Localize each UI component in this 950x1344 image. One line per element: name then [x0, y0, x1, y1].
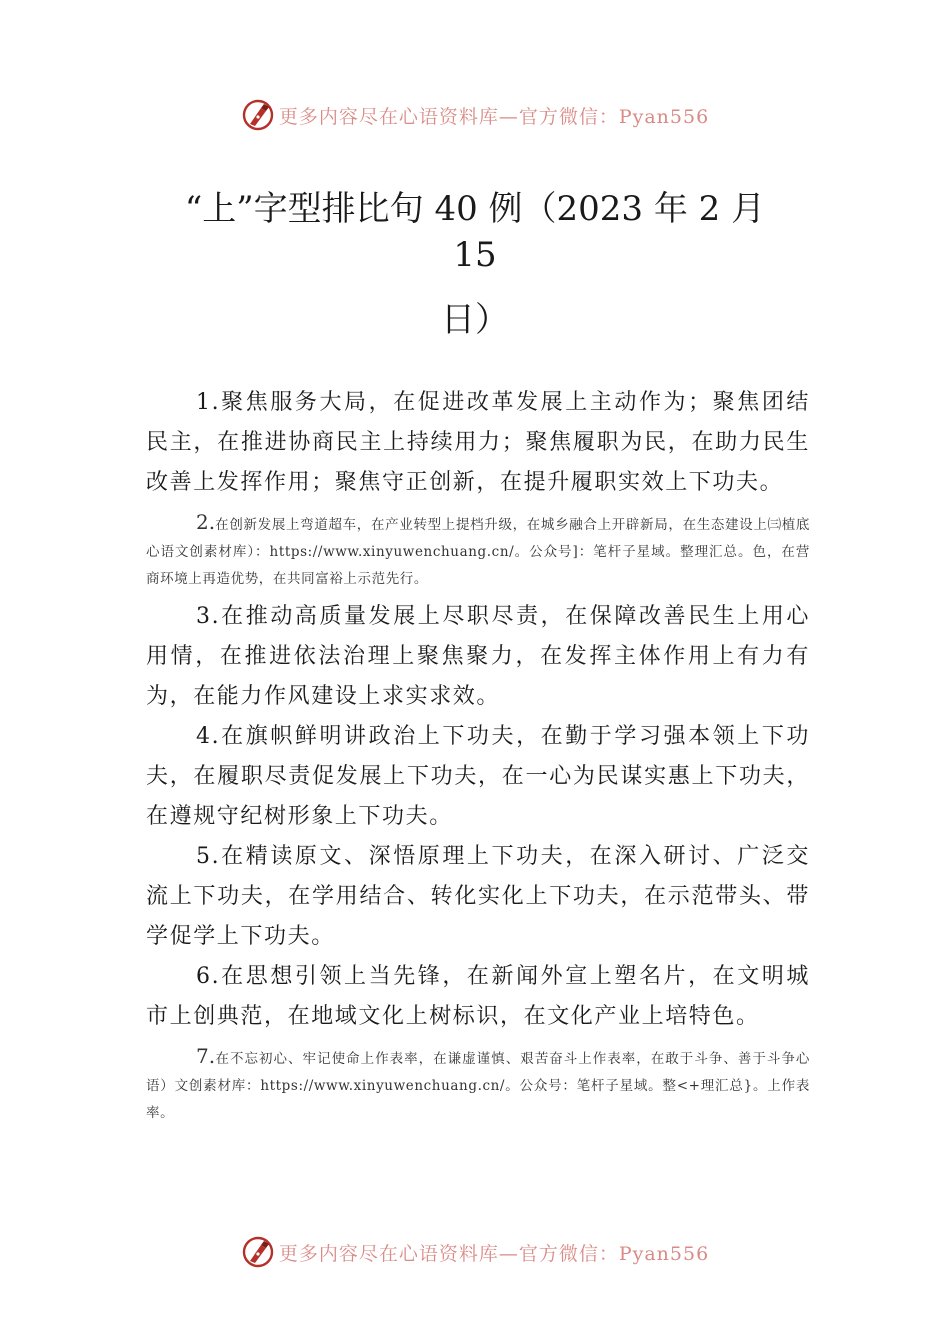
- paragraph-number: 7.: [196, 1044, 216, 1068]
- footer-watermark-text: 更多内容尽在心语资料库—官方微信：Pyan556: [278, 1242, 710, 1265]
- title-line-1a: “上”字型排比句 40 例（2023 年 2 月: [184, 189, 766, 229]
- paragraph-2: [146, 509, 810, 593]
- paragraph-number: 1.: [196, 390, 221, 415]
- document-body: [146, 383, 810, 1131]
- paragraph-text: 在精读原文、深悟原理上下功夫，在深入研讨、广泛交流上下功夫，在学用结合、转化实化上下功夫，在示范带头、带学促学上下功夫。: [146, 844, 810, 949]
- pen-nib-logo-icon: [241, 1235, 275, 1269]
- paragraph-number: 5.: [196, 844, 221, 869]
- header-watermark-banner: [0, 95, 950, 135]
- paragraph-number: 3.: [196, 604, 221, 629]
- footer-watermark-banner: [0, 1232, 950, 1272]
- paragraph-5: [146, 837, 810, 957]
- paragraph-4: [146, 717, 810, 837]
- paragraph-number: 2.: [196, 510, 216, 534]
- paragraph-7: [146, 1043, 810, 1127]
- paragraph-3: [146, 597, 810, 717]
- paragraph-text: 聚焦服务大局，在促进改革发展上主动作为；聚焦团结民主，在推进协商民主上持续用力；聚焦履职为民，在助力民生改善上发挥作用；聚焦守正创新，在提升履职实效上下功夫。: [146, 390, 810, 495]
- document-title-continuation: 日）: [441, 300, 509, 340]
- paragraph-6: [146, 957, 810, 1037]
- paragraph-text: 在推动高质量发展上尽职尽责，在保障改善民生上用心用情，在推进依法治理上聚焦聚力，在发挥主体作用上有力有为，在能力作风建设上求实求效。: [146, 604, 810, 709]
- paragraph-text: 在思想引领上当先锋，在新闻外宣上塑名片，在文明城市上创典范，在地域文化上树标识，在文化产业上培特色。: [146, 964, 810, 1029]
- document-title: [150, 186, 800, 278]
- paragraph-text: 在旗帜鲜明讲政治上下功夫，在勤于学习强本领上下功夫，在履职尽责促发展上下功夫，在一心为民谋实惠上下功夫，在遵规守纪树形象上下功夫。: [146, 724, 810, 829]
- paragraph-number: 6.: [196, 964, 221, 989]
- header-watermark-text: 更多内容尽在心语资料库—官方微信：Pyan556: [278, 105, 710, 128]
- paragraph-number: 4.: [196, 724, 221, 749]
- pen-nib-logo-icon: [241, 98, 275, 132]
- paragraph-text: 在创新发展上弯道超车，在产业转型上提档升级，在城乡融合上开辟新局，在生态建设上㈢植底心语文创素材库）：https://www.xinyuwenchuang.cn/。公众号]：笔杆子星域。整理汇总。色，在营商环境上再造优势，在共同富裕上示范先行。: [146, 517, 810, 587]
- paragraph-1: [146, 383, 810, 503]
- title-line-1b: 15: [453, 235, 497, 275]
- paragraph-text: 在不忘初心、牢记使命上作表率，在谦虚谨慎、艰苦奋斗上作表率，在敢于斗争、善于斗争心语）文创素材库：https://www.xinyuwenchuang.cn/。公众号：笔杆子星域。整<+理汇总}。上作表率。: [146, 1051, 810, 1121]
